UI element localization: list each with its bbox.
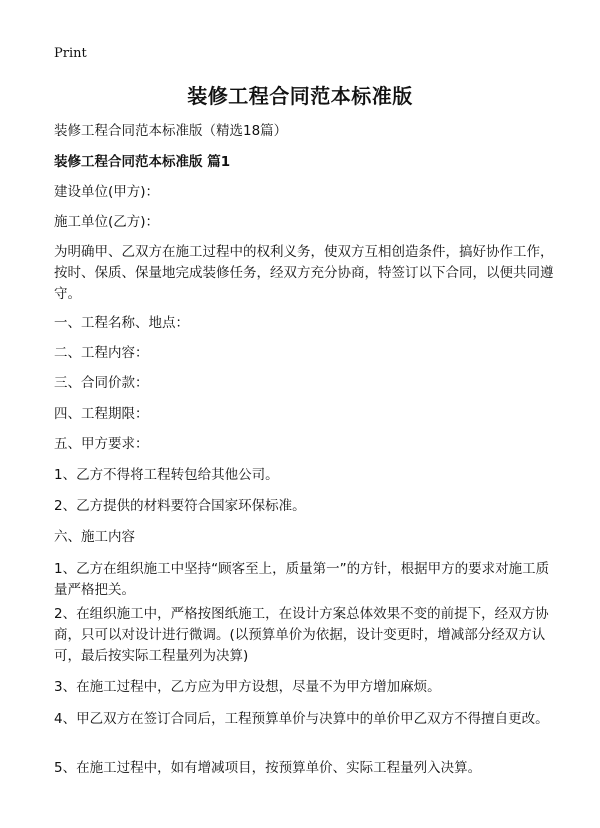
paragraph-item-5: 五、甲方要求： <box>54 436 149 452</box>
paragraph-construction-4: 4、甲乙双方在签订合同后，工程预算单价与决算中的单价甲乙双方不得擅自更改。 <box>54 711 549 727</box>
document-title: 装修工程合同范本标准版 <box>187 84 413 108</box>
paragraph-party-b: 施工单位(乙方)： <box>54 214 160 230</box>
paragraph-item-1: 一、工程名称、地点： <box>54 315 189 331</box>
paragraph-req-2: 2、乙方提供的材料要符合国家环保标准。 <box>54 498 306 514</box>
paragraph-item-2: 二、工程内容： <box>54 345 149 361</box>
paragraph-intro: 为明确甲、乙双方在施工过程中的权利义务，使双方互相创造条件，搞好协作工作，按时、保质、保量地完成装修任务，经双方充分协商，特签订以下合同，以便共同遵守。 <box>54 244 554 302</box>
section-heading: 装修工程合同范本标准版 篇1 <box>54 154 231 170</box>
paragraph-construction-3: 3、在施工过程中，乙方应为甲方设想，尽量不为甲方增加麻烦。 <box>54 679 441 695</box>
paragraph-req-1: 1、乙方不得将工程转包给其他公司。 <box>54 467 279 483</box>
paragraph-construction-5: 5、在施工过程中，如有增减项目，按预算单价、实际工程量列入决算。 <box>54 760 482 776</box>
paragraph-construction-2: 2、在组织施工中，严格按图纸施工，在设计方案总体效果不变的前提下，经双方协商，只可以对设计进行微调。(以预算单价为依据，设计变更时，增减部分经双方认可，最后按实际工程量列为决算) <box>54 606 549 664</box>
paragraph-item-6: 六、施工内容 <box>54 529 135 545</box>
document-subtitle: 装修工程合同范本标准版（精选18篇） <box>54 123 288 139</box>
paragraph-construction-1: 1、乙方在组织施工中坚持“顾客至上，质量第一”的方针，根据甲方的要求对施工质量严格把关。 <box>54 561 550 598</box>
paragraph-item-4: 四、工程期限： <box>54 406 149 422</box>
print-link[interactable]: Print <box>54 46 87 61</box>
paragraph-party-a: 建设单位(甲方)： <box>54 184 160 200</box>
paragraph-item-3: 三、合同价款： <box>54 375 149 391</box>
